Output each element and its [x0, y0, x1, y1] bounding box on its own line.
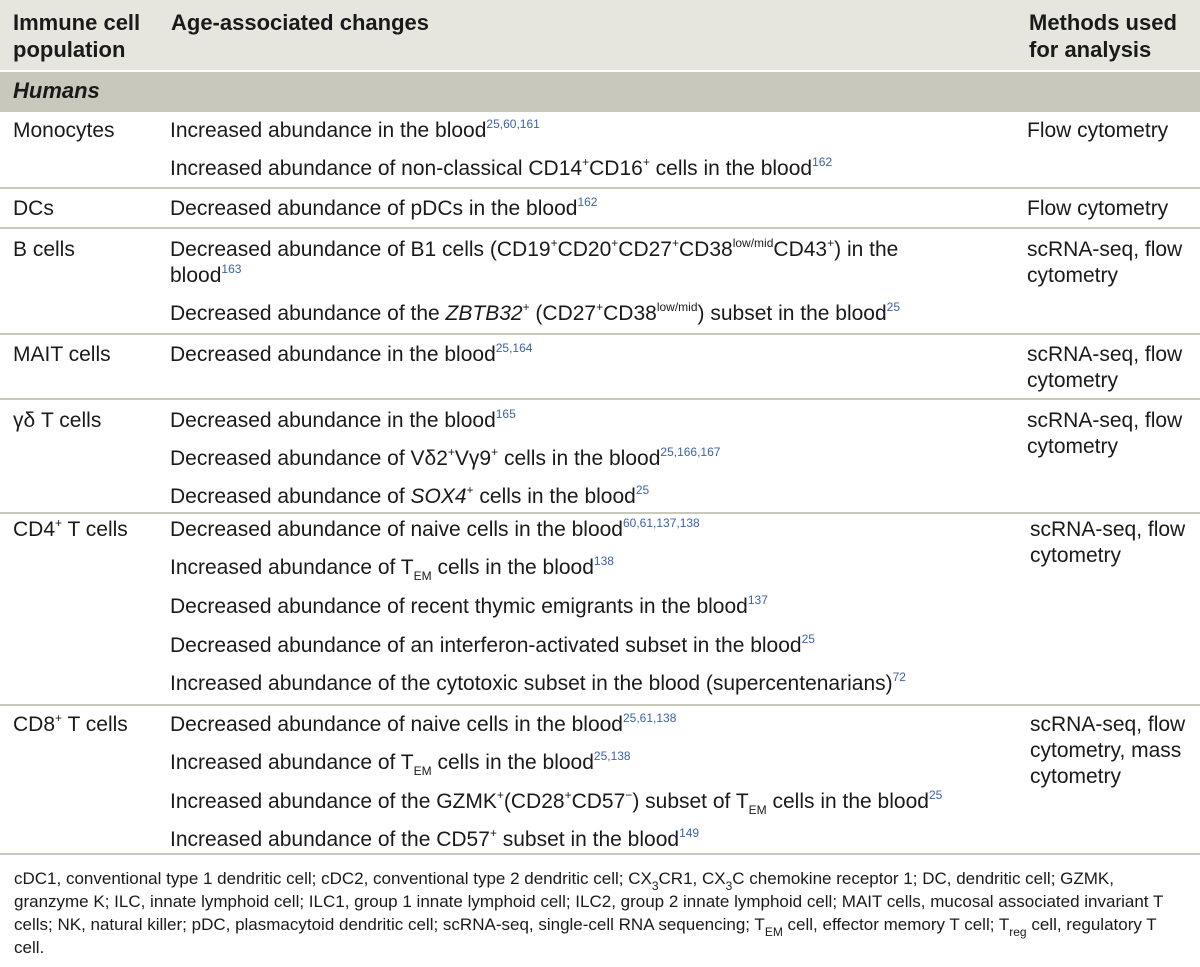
citation: 149 [679, 826, 700, 840]
citation: 25 [635, 483, 650, 497]
citation: 25 [928, 788, 943, 802]
gene-name: ZBTB32 [445, 302, 523, 325]
row-label-cd4-t-cells: CD4+ T cells [13, 516, 128, 541]
row-label-mait-cells: MAIT cells [13, 343, 111, 366]
citation: 163 [221, 262, 242, 276]
citation: 72 [892, 670, 906, 684]
row-divider [0, 512, 1200, 514]
method-b-cells: scRNA-seq, flow cytometry [1027, 238, 1183, 287]
row-divider [0, 398, 1200, 400]
row-label-dcs: DCs [13, 197, 54, 220]
citation: 165 [495, 407, 516, 421]
row-divider [0, 333, 1200, 335]
citation: 25 [886, 300, 901, 314]
citation: 137 [747, 593, 768, 607]
citation: 25,60,161 [486, 117, 540, 131]
change-text: Increased abundance of the GZMK+(CD28+CD57−) subset of $T_{EM}$ cells in the blood$^{25}$ [170, 788, 943, 817]
method-monocytes: Flow cytometry [1027, 119, 1169, 142]
citation: 162 [812, 155, 833, 169]
table-header [0, 0, 1200, 72]
change-text: Increased abundance in the blood$^{25,60,161}$ [170, 117, 540, 142]
header-immune-cell-population: Immune cell population [13, 10, 141, 62]
row-divider [0, 704, 1200, 706]
row-label-cd8-t-cells: CD8+ T cells [13, 711, 128, 736]
citation: 25,164 [495, 341, 533, 355]
row-divider [0, 187, 1200, 189]
change-text: Decreased abundance of naive cells in the blood$^{60,61,137,138}$ [170, 516, 700, 541]
gene-name: SOX4 [410, 485, 467, 508]
citation: 138 [593, 554, 614, 568]
change-text: Increased abundance of non-classical CD14+CD16+ cells in the blood$^{162}$ [170, 155, 833, 180]
change-text: Decreased abundance of Vδ2+Vγ9+ cells in the blood$^{25,166,167}$ [170, 445, 721, 470]
citation: 60,61,137,138 [622, 516, 700, 530]
change-text: Increased abundance of $T_{EM}$ cells in the blood$^{138}$ [170, 554, 614, 583]
citation: 25 [801, 632, 815, 646]
header-methods-used: Methods used for analysis [1029, 10, 1177, 62]
footnote-text: cDC1, conventional type 1 dendritic cell; cDC2, conventional type 2 dendritic cell; $CX_3CR1$, $CX_3C$ chemokine receptor 1; DC, dendritic cell; GZMK, granzyme K; ILC, innate lymphoid cell; ILC1, group 1 innate lymphoid cell; ILC2, group 2 innate lymphoid cell; MAIT cells, mucosal associated invariant T cells; NK, natural killer; pDC, plasmacytoid dendritic cell; scRNA-seq, single-cell RNA sequencing; $T_{EM}$ cell, effector memory T cell; $T_{reg}$ cell, regulatory T cell. [14, 869, 1164, 957]
change-text: Decreased abundance of pDCs in the blood$^{162}$ [170, 195, 598, 220]
citation: 25,61,138 [622, 711, 677, 725]
row-label-b-cells: B cells [13, 238, 75, 261]
section-title: Humans [13, 78, 100, 103]
change-text: Increased abundance of the CD57+ subset in the blood$^{149}$ [170, 826, 700, 851]
citation: 25,166,167 [660, 445, 721, 459]
change-text: Decreased abundance in the blood$^{25,164}$ [170, 341, 533, 366]
row-label-monocytes: Monocytes [13, 119, 115, 142]
method-cd4-t-cells: scRNA-seq, flow cytometry [1030, 518, 1186, 567]
method-mait-cells: scRNA-seq, flow cytometry [1027, 343, 1183, 392]
header-age-associated-changes: Age-associated changes [171, 10, 429, 35]
method-cd8-t-cells: scRNA-seq, flow cytometry, mass cytometry [1030, 713, 1186, 788]
method-dcs: Flow cytometry [1027, 197, 1169, 220]
method-gamma-delta-t-cells: scRNA-seq, flow cytometry [1027, 409, 1183, 458]
row-divider [0, 227, 1200, 229]
change-text: Decreased abundance of B1 cells $(CD19^+CD20^+CD27^+CD38^{low/mid}CD43^+)$ in the blood$^{163}$ [170, 236, 899, 287]
change-text: Decreased abundance of naive cells in the blood$^{25,61,138}$ [170, 711, 677, 736]
citation: 25,138 [593, 749, 631, 763]
row-label-gamma-delta-t-cells: γδ T cells [13, 409, 102, 432]
citation: 162 [577, 195, 598, 209]
change-text: Decreased abundance of an interferon-activated subset in the blood$^{25}$ [170, 632, 815, 657]
section-humans [0, 72, 1200, 112]
change-text: Decreased abundance of recent thymic emigrants in the blood$^{137}$ [170, 593, 768, 618]
change-text: Decreased abundance of the ZBTB32+ $(CD27^+CD38^{low/mid})$ subset in the blood$^{25}$ [170, 300, 901, 325]
change-text: Increased abundance of $T_{EM}$ cells in the blood$^{25,138}$ [170, 749, 631, 778]
table-footnote [0, 853, 1200, 967]
change-text: Decreased abundance in the blood$^{165}$ [170, 407, 516, 432]
change-text: Decreased abundance of SOX4+ cells in the blood$^{25}$ [170, 483, 650, 508]
change-text: Increased abundance of the cytotoxic subset in the blood (supercentenarians)$^{72}$ [170, 670, 906, 695]
